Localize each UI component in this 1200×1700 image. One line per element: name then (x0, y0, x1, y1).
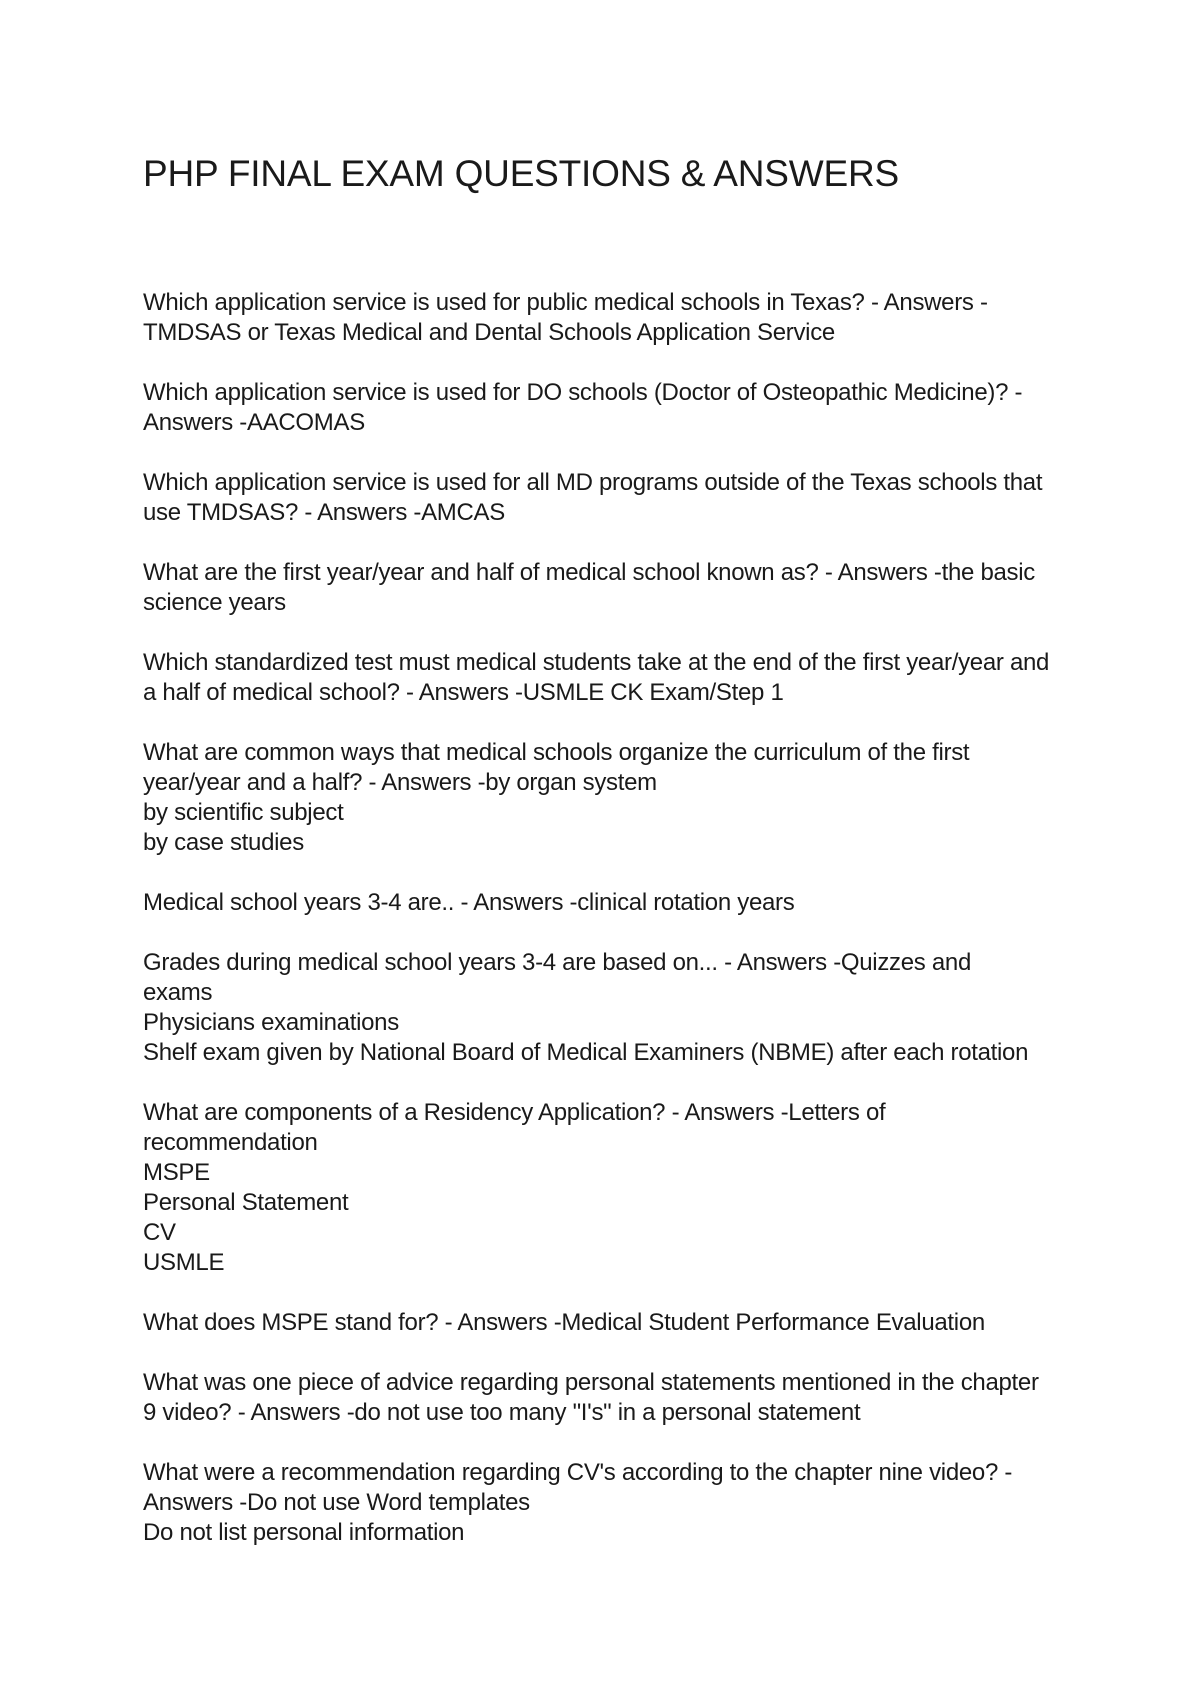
qa-text (143, 888, 1068, 918)
qa-line: Answers -AACOMAS (143, 409, 365, 436)
qa-line: TMDSAS or Texas Medical and Dental Schools Application Service (143, 319, 835, 346)
qa-text (143, 1458, 1068, 1548)
qa-line: 9 video? - Answers -do not use too many "I's" in a personal statement (143, 1399, 861, 1426)
qa-item (143, 558, 1068, 618)
qa-item (143, 1098, 1068, 1278)
qa-item (143, 1308, 1068, 1338)
qa-line: What are the first year/year and half of medical school known as? - Answers -the basic (143, 559, 1035, 586)
qa-line: Which standardized test must medical students take at the end of the first year/year and (143, 649, 1050, 676)
qa-line: What were a recommendation regarding CV's according to the chapter nine video? - (143, 1459, 1013, 1486)
qa-item (143, 888, 1068, 918)
document-title: PHP FINAL EXAM QUESTIONS & ANSWERS (143, 153, 899, 194)
qa-line: Personal Statement (143, 1189, 349, 1216)
qa-line: by case studies (143, 829, 304, 856)
qa-list (143, 288, 1068, 1578)
qa-line: Do not list personal information (143, 1519, 465, 1546)
qa-text (143, 648, 1068, 708)
qa-line: Answers -Do not use Word templates (143, 1489, 530, 1516)
qa-text (143, 558, 1068, 618)
qa-line: Medical school years 3-4 are.. - Answers -clinical rotation years (143, 889, 795, 916)
qa-text (143, 1368, 1068, 1428)
qa-line: What are common ways that medical schools organize the curriculum of the first (143, 739, 970, 766)
qa-line: What was one piece of advice regarding personal statements mentioned in the chapter (143, 1369, 1039, 1396)
qa-line: Shelf exam given by National Board of Medical Examiners (NBME) after each rotation (143, 1039, 1029, 1066)
qa-text (143, 1098, 1068, 1278)
qa-line: year/year and a half? - Answers -by organ system (143, 769, 657, 796)
qa-line: Which application service is used for public medical schools in Texas? - Answers - (143, 289, 988, 316)
qa-item (143, 468, 1068, 528)
qa-text (143, 738, 1068, 858)
qa-line: by scientific subject (143, 799, 344, 826)
qa-line: Grades during medical school years 3-4 are based on... - Answers -Quizzes and (143, 949, 971, 976)
qa-line: CV (143, 1219, 176, 1246)
qa-line: recommendation (143, 1129, 318, 1156)
qa-line: Which application service is used for all MD programs outside of the Texas schools that (143, 469, 1043, 496)
qa-line: exams (143, 979, 213, 1006)
qa-text (143, 948, 1068, 1068)
qa-line: a half of medical school? - Answers -USMLE CK Exam/Step 1 (143, 679, 784, 706)
qa-text (143, 468, 1068, 528)
qa-text (143, 378, 1068, 438)
qa-item (143, 648, 1068, 708)
qa-line: What does MSPE stand for? - Answers -Medical Student Performance Evaluation (143, 1309, 985, 1336)
qa-line: MSPE (143, 1159, 210, 1186)
qa-item (143, 378, 1068, 438)
qa-line: science years (143, 589, 286, 616)
qa-line: USMLE (143, 1249, 225, 1276)
qa-text (143, 1308, 1068, 1338)
qa-item (143, 738, 1068, 858)
qa-item (143, 1458, 1068, 1548)
qa-line: Which application service is used for DO schools (Doctor of Osteopathic Medicine)? - (143, 379, 1023, 406)
qa-item (143, 288, 1068, 348)
qa-text (143, 288, 1068, 348)
qa-item (143, 1368, 1068, 1428)
qa-line: use TMDSAS? - Answers -AMCAS (143, 499, 505, 526)
qa-item (143, 948, 1068, 1068)
qa-line: Physicians examinations (143, 1009, 399, 1036)
qa-line: What are components of a Residency Application? - Answers -Letters of (143, 1099, 886, 1126)
